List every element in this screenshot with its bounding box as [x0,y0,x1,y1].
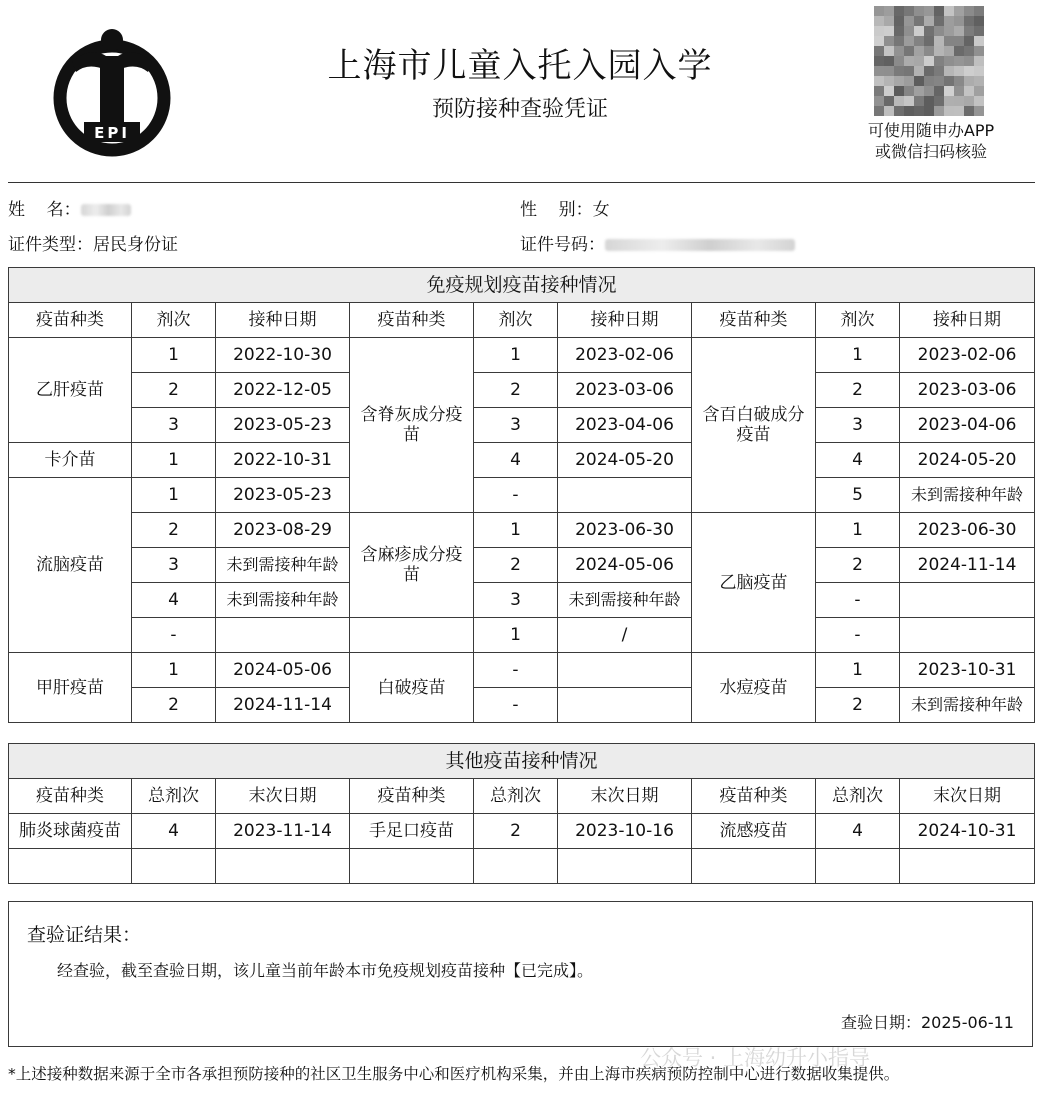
qr-pixel [954,96,964,106]
qr-pixel [964,6,974,16]
qr-pixel [924,6,934,16]
qr-pixel [944,56,954,66]
qr-pixel [914,86,924,96]
qr-pixel [884,36,894,46]
dose-cell: 1 [132,338,216,373]
col-header-vaccine: 疫苗种类 [692,303,816,338]
qr-pixel [894,16,904,26]
result-box [8,901,1033,1047]
qr-pixel [974,86,984,96]
qr-pixel [884,106,894,116]
id-type-value: 居民身份证 [93,235,178,255]
qr-pixel [974,76,984,86]
qr-pixel [954,6,964,16]
qr-pixel [974,96,984,106]
qr-pixel [884,66,894,76]
date-cell: 未到需接种年龄 [900,478,1035,513]
qr-pixel [934,46,944,56]
qr-pixel [914,106,924,116]
qr-pixel [954,86,964,96]
qr-pixel [924,36,934,46]
date-cell: 2024-05-20 [900,443,1035,478]
table-row [9,653,1035,688]
table-cell: 4 [816,814,900,849]
table-cell [816,849,900,884]
qr-pixel [924,16,934,26]
qr-pixel [954,26,964,36]
date-cell [900,618,1035,653]
dose-cell: 4 [132,583,216,618]
dose-cell: 1 [474,513,558,548]
qr-pixel [874,86,884,96]
date-cell: 2023-05-23 [216,408,350,443]
other-vaccine-table [8,743,1035,884]
date-cell: 2023-04-06 [900,408,1035,443]
qr-pixel [964,66,974,76]
qr-pixel [914,46,924,56]
footnote: *上述接种数据来源于全市各承担预防接种的社区卫生服务中心和医疗机构采集，并由上海市疾病预防控制中心进行数据收集提供。 [8,1065,900,1083]
qr-pixel [924,76,934,86]
qr-pixel [894,26,904,36]
qr-pixel [874,36,884,46]
qr-pixel [964,106,974,116]
qr-pixel [914,36,924,46]
gender-value: 女 [592,200,610,220]
dose-cell: 3 [132,548,216,583]
dose-cell: 2 [132,688,216,723]
dose-cell: 2 [474,373,558,408]
qr-pixel [934,66,944,76]
id-type-label: 证件类型： [8,235,93,255]
vaccine-name-dtp: 含百白破成分疫苗 [692,338,816,513]
qr-pixel [974,106,984,116]
qr-pixel [884,16,894,26]
table-row [9,373,1035,408]
qr-pixel [874,16,884,26]
col-header-vaccine: 疫苗种类 [692,779,816,814]
dose-cell: 2 [816,688,900,723]
qr-pixel [904,66,914,76]
qr-pixel [964,86,974,96]
qr-pixel [964,96,974,106]
table-row [9,443,1035,478]
date-cell: 未到需接种年龄 [900,688,1035,723]
qr-pixel [904,56,914,66]
qr-pixel [944,86,954,96]
result-text: 经查验，截至查验日期，该儿童当前年龄本市免疫规划疫苗接种【已完成】。 [57,961,594,980]
table-cell [216,849,350,884]
table-cell [350,849,474,884]
qr-pixel [954,76,964,86]
qr-pixel [894,66,904,76]
qr-pixel [974,46,984,56]
epi-logo [50,26,174,160]
qr-pixel [894,56,904,66]
qr-pixel [924,66,934,76]
name-row [8,195,131,220]
dose-cell: 2 [132,373,216,408]
date-cell: 2024-05-20 [558,443,692,478]
id-number-row [520,230,795,255]
vaccine-name-mening: 流脑疫苗 [9,478,132,653]
table-cell: 2 [474,814,558,849]
dose-cell: 3 [132,408,216,443]
qr-pixel [904,76,914,86]
dose-cell: 1 [816,338,900,373]
table-cell [900,849,1035,884]
qr-pixel [914,6,924,16]
date-cell: 2024-05-06 [558,548,692,583]
qr-pixel [954,46,964,56]
qr-pixel [944,106,954,116]
dose-cell: 3 [474,583,558,618]
qr-pixel [974,66,984,76]
qr-pixel [974,16,984,26]
qr-pixel [904,26,914,36]
date-cell [216,618,350,653]
qr-pixel [874,6,884,16]
name-value-redacted [81,204,131,216]
date-cell: 2023-05-23 [216,478,350,513]
col-header-total-doses: 总剂次 [816,779,900,814]
table-row [9,513,1035,548]
col-header-vaccine: 疫苗种类 [9,779,132,814]
nip-section-title: 免疫规划疫苗接种情况 [9,268,1035,303]
dose-cell: - [816,583,900,618]
qr-pixel [884,6,894,16]
date-cell: 2023-06-30 [900,513,1035,548]
date-cell: 2023-03-06 [900,373,1035,408]
date-cell: 2024-05-06 [216,653,350,688]
qr-pixel [904,16,914,26]
table-cell [692,849,816,884]
qr-pixel [964,46,974,56]
page-subtitle: 预防接种查验凭证 [431,97,608,122]
vaccine-name-polio: 含脊灰成分疫苗 [350,338,474,513]
qr-pixel [934,26,944,36]
qr-pixel [954,66,964,76]
table-cell: 2024-10-31 [900,814,1035,849]
table-row [9,478,1035,513]
qr-pixel [914,16,924,26]
logo-text: EPI [94,124,130,142]
dose-cell: 3 [474,408,558,443]
other-header-row [9,779,1035,814]
table-cell [132,849,216,884]
date-cell [558,478,692,513]
qr-pixel [894,6,904,16]
table-cell: 手足口疫苗 [350,814,474,849]
date-cell: 2022-10-31 [216,443,350,478]
qr-pixel [904,36,914,46]
qr-pixel [974,36,984,46]
qr-pixel [914,76,924,86]
qr-pixel [934,76,944,86]
dose-cell: 4 [474,443,558,478]
qr-caption [850,120,1012,162]
qr-pixel [894,86,904,96]
qr-pixel [934,106,944,116]
qr-pixel [904,106,914,116]
table-cell [558,849,692,884]
result-date: 查验日期：2025-06-11 [841,1013,1014,1032]
col-header-dose: 剂次 [474,303,558,338]
dose-cell: - [816,618,900,653]
table-cell [474,849,558,884]
qr-pixel [924,46,934,56]
qr-pixel [884,86,894,96]
qr-pixel [934,56,944,66]
table-row [9,814,1035,849]
qr-pixel [954,56,964,66]
qr-pixel [894,106,904,116]
qr-pixel [904,6,914,16]
qr-pixel [944,6,954,16]
qr-pixel [944,36,954,46]
col-header-date: 接种日期 [216,303,350,338]
dose-cell: 1 [816,513,900,548]
qr-pixel [944,96,954,106]
date-cell: 2023-10-31 [900,653,1035,688]
date-cell: 未到需接种年龄 [558,583,692,618]
id-type-row [8,230,178,255]
dose-cell: 5 [816,478,900,513]
qr-pixel [874,66,884,76]
date-cell [558,653,692,688]
id-number-label: 证件号码： [520,235,605,255]
table-cell: 肺炎球菌疫苗 [9,814,132,849]
qr-pixel [874,106,884,116]
dose-cell: 1 [816,653,900,688]
qr-pixel [884,96,894,106]
page-title: 上海市儿童入托入园入学 [327,46,713,86]
vaccine-name-varicella: 水痘疫苗 [692,653,816,723]
date-cell: 2022-12-05 [216,373,350,408]
col-header-total-doses: 总剂次 [132,779,216,814]
qr-pixel [894,96,904,106]
dose-cell: 1 [132,443,216,478]
table-row [9,408,1035,443]
dose-cell: 2 [132,513,216,548]
table-row [9,618,1035,653]
other-section-title: 其他疫苗接种情况 [9,744,1035,779]
qr-pixel [904,46,914,56]
col-header-vaccine: 疫苗种类 [350,303,474,338]
qr-pixel [944,26,954,36]
date-cell: 未到需接种年龄 [216,583,350,618]
col-header-dose: 剂次 [132,303,216,338]
qr-pixel [924,106,934,116]
qr-pixel [934,6,944,16]
qr-pixel [944,66,954,76]
qr-pixel [934,86,944,96]
gender-row [520,195,610,220]
vaccine-name-measles: 含麻疹成分疫苗 [350,513,474,618]
dose-cell: 1 [474,338,558,373]
col-header-date: 接种日期 [900,303,1035,338]
qr-pixel [894,46,904,56]
qr-pixel [874,76,884,86]
date-cell [900,583,1035,618]
vaccine-name-bcg: 卡介苗 [9,443,132,478]
qr-pixel [964,56,974,66]
vaccine-name-blank [350,618,474,653]
col-header-last-date: 末次日期 [216,779,350,814]
table-row [9,583,1035,618]
dose-cell: 2 [474,548,558,583]
col-header-vaccine: 疫苗种类 [9,303,132,338]
date-cell: 2023-04-06 [558,408,692,443]
qr-pixel [904,86,914,96]
dose-cell: 1 [474,618,558,653]
qr-pixel [954,36,964,46]
date-cell: 2023-06-30 [558,513,692,548]
qr-pixel [914,26,924,36]
qr-pixel [914,96,924,106]
qr-pixel [904,96,914,106]
dose-cell: 1 [132,653,216,688]
table-cell: 流感疫苗 [692,814,816,849]
col-header-date: 接种日期 [558,303,692,338]
qr-pixel [964,26,974,36]
dose-cell: - [474,478,558,513]
dose-cell: - [474,653,558,688]
qr-pixel [934,96,944,106]
qr-pixel [934,36,944,46]
col-header-last-date: 末次日期 [900,779,1035,814]
date-cell: 2022-10-30 [216,338,350,373]
dose-cell: 2 [816,373,900,408]
dose-cell: 4 [816,443,900,478]
date-cell [558,688,692,723]
vaccine-name-dt: 白破疫苗 [350,653,474,723]
qr-pixel [914,66,924,76]
table-cell: 2023-11-14 [216,814,350,849]
vaccine-name-hepa: 甲肝疫苗 [9,653,132,723]
table-cell [9,849,132,884]
qr-pixel [974,56,984,66]
qr-pixel [884,46,894,56]
table-row [9,688,1035,723]
col-header-dose: 剂次 [816,303,900,338]
vaccine-name-je: 乙脑疫苗 [692,513,816,653]
date-cell: 2024-11-14 [216,688,350,723]
qr-code[interactable] [874,6,984,116]
qr-caption-line2: 或微信扫码核验 [874,142,987,161]
col-header-last-date: 末次日期 [558,779,692,814]
qr-pixel [874,96,884,106]
qr-pixel [874,26,884,36]
nip-header-row [9,303,1035,338]
date-cell: 2023-03-06 [558,373,692,408]
qr-pixel [964,76,974,86]
qr-pixel [974,26,984,36]
col-header-vaccine: 疫苗种类 [350,779,474,814]
gender-label: 性 别： [520,200,593,220]
date-cell: 未到需接种年龄 [216,548,350,583]
qr-pixel [874,56,884,66]
date-cell: 2023-02-06 [558,338,692,373]
table-row [9,849,1035,884]
qr-pixel [924,56,934,66]
name-label: 姓 名： [8,200,81,220]
dose-cell: 2 [816,548,900,583]
qr-pixel [944,46,954,56]
date-cell: 2023-02-06 [900,338,1035,373]
date-cell: 2024-11-14 [900,548,1035,583]
qr-pixel [954,106,964,116]
table-row [9,548,1035,583]
table-cell: 4 [132,814,216,849]
qr-pixel [884,76,894,86]
result-title: 查验证结果： [27,924,142,946]
qr-pixel [924,26,934,36]
id-number-redacted [605,239,795,251]
header-divider [8,182,1035,183]
qr-pixel [944,76,954,86]
col-header-total-doses: 总剂次 [474,779,558,814]
qr-pixel [954,16,964,26]
qr-pixel [884,56,894,66]
dose-cell: - [132,618,216,653]
qr-pixel [964,36,974,46]
qr-pixel [874,46,884,56]
qr-pixel [924,86,934,96]
qr-pixel [894,36,904,46]
qr-pixel [944,16,954,26]
qr-pixel [924,96,934,106]
qr-pixel [934,16,944,26]
qr-caption-line1: 可使用随申办APP [867,121,995,140]
watermark: 公众号 · 上海幼升小指导 [640,1046,871,1070]
qr-pixel [914,56,924,66]
date-cell: / [558,618,692,653]
table-row [9,338,1035,373]
nip-vaccine-table [8,267,1035,723]
vaccine-name-hepb: 乙肝疫苗 [9,338,132,443]
qr-pixel [974,6,984,16]
dose-cell: 1 [132,478,216,513]
dose-cell: - [474,688,558,723]
date-cell: 2023-08-29 [216,513,350,548]
dose-cell: 3 [816,408,900,443]
qr-pixel [884,26,894,36]
table-cell: 2023-10-16 [558,814,692,849]
qr-pixel [964,16,974,26]
qr-pixel [894,76,904,86]
